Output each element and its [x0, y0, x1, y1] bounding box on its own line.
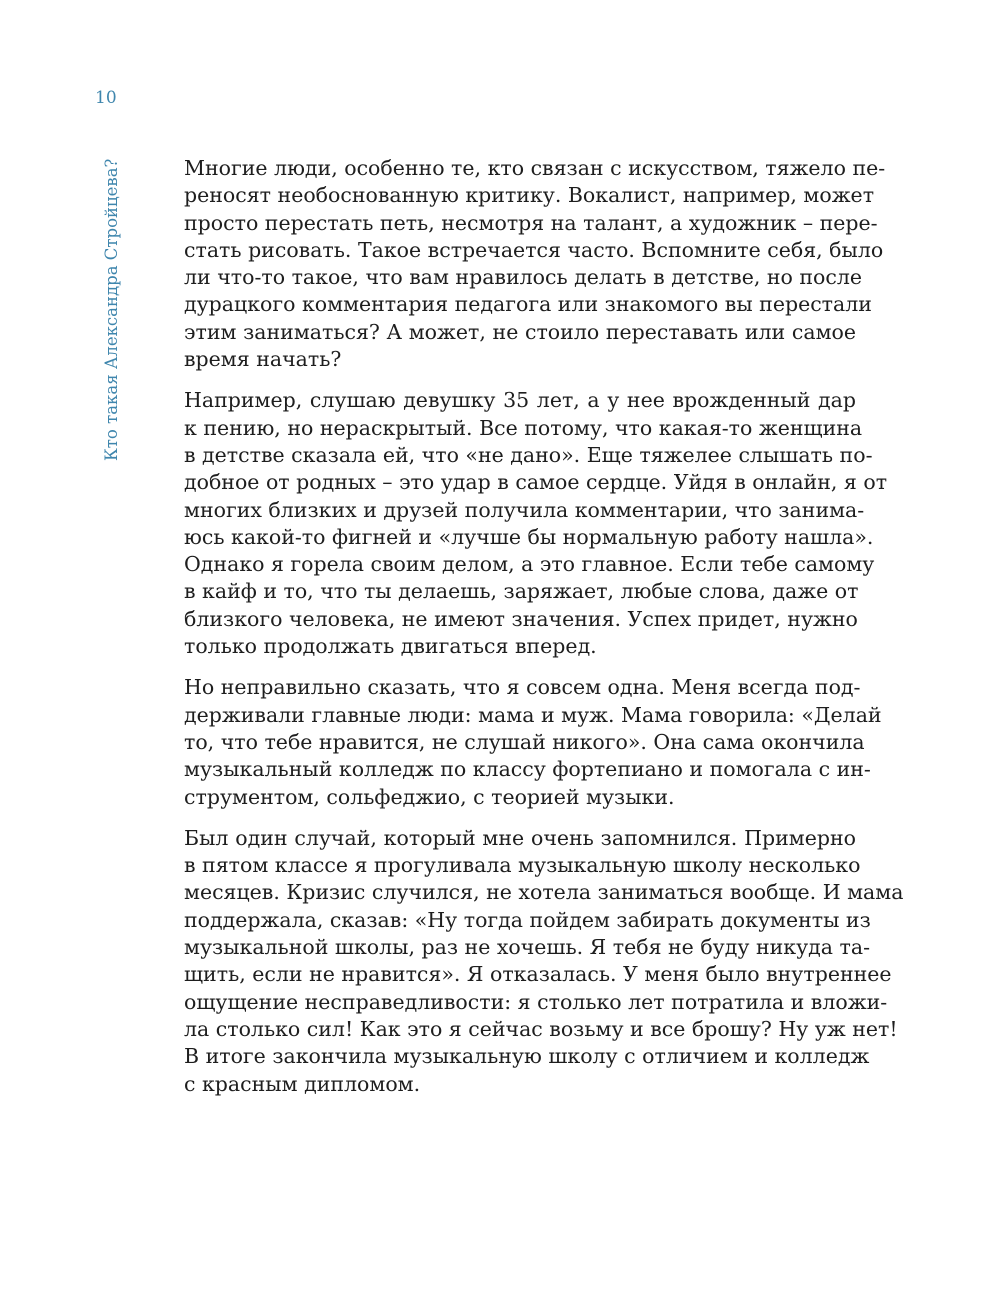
text-line: время начать?	[184, 347, 342, 372]
text-line: дурацкого комментария педагога или знакомого вы перестали	[184, 292, 872, 317]
text-line: просто перестать петь, несмотря на талант, а художник – пере-	[184, 210, 878, 235]
text-line: щить, если не нравится». Я отказалась. У меня было внутреннее	[184, 962, 892, 987]
body-text	[184, 155, 904, 1112]
text-line: музыкальной школы, раз не хочешь. Я тебя не буду никуда та-	[184, 935, 870, 960]
text-line: ощущение несправедливости: я столько лет потратила и вложи-	[184, 989, 888, 1014]
text-line: месяцев. Кризис случился, не хотела заниматься вообще. И мама	[184, 880, 904, 905]
text-line: В итоге закончила музыкальную школу с отличием и колледж	[184, 1044, 870, 1069]
text-line: с красным дипломом.	[184, 1071, 421, 1096]
paragraph-1	[184, 155, 886, 373]
text-line: в пятом классе я прогуливала музыкальную школу несколько	[184, 853, 861, 878]
text-line: многих близких и друзей получила комментарии, что занима-	[184, 497, 865, 522]
text-line: ла столько сил! Как это я сейчас возьму и все брошу? Ну уж нет!	[184, 1016, 898, 1041]
text-line: Но неправильно сказать, что я совсем одна. Меня всегда под-	[184, 675, 861, 700]
text-line: реносят необоснованную критику. Вокалист, например, может	[184, 183, 875, 208]
text-line: то, что тебе нравится, не слушай никого». Она сама окончила	[184, 729, 865, 754]
text-line: стать рисовать. Такое встречается часто. Вспомните себя, было	[184, 237, 884, 262]
paragraph-4	[184, 825, 904, 1098]
text-line: к пению, но нераскрытый. Все потому, что какая-то женщина	[184, 415, 863, 440]
text-line: только продолжать двигаться вперед.	[184, 634, 597, 659]
paragraph-3	[184, 674, 882, 810]
text-line: струментом, сольфеджио, с теорией музыки.	[184, 784, 675, 809]
text-line: Многие люди, особенно те, кто связан с искусством, тяжело пе-	[184, 156, 886, 180]
text-line: Однако я горела своим делом, а это главное. Если тебе самому	[184, 552, 875, 577]
text-line: держивали главные люди: мама и муж. Мама говорила: «Делай	[184, 702, 882, 727]
text-line: музыкальный колледж по классу фортепиано и помогала с ин-	[184, 757, 871, 782]
text-line: ли что-то такое, что вам нравилось делать в детстве, но после	[184, 265, 863, 290]
text-line: этим заниматься? А может, не стоило переставать или самое	[184, 319, 856, 344]
text-line: юсь какой-то фигней и «лучше бы нормальную работу нашла».	[184, 524, 874, 549]
text-line: в детстве сказала ей, что «не дано». Еще тяжелее слышать по-	[184, 442, 873, 467]
text-line: добное от родных – это удар в самое сердце. Уйдя в онлайн, я от	[184, 470, 888, 495]
paragraph-2	[184, 387, 888, 660]
text-line: Был один случай, который мне очень запомнился. Примерно	[184, 825, 856, 850]
text-line: близкого человека, не имеют значения. Успех придет, нужно	[184, 606, 858, 631]
page-number: 10	[95, 88, 117, 108]
running-head: Кто такая Александра Стройцева?	[102, 158, 121, 461]
text-line: поддержала, сказав: «Ну тогда пойдем забирать документы из	[184, 907, 871, 932]
text-line: в кайф и то, что ты делаешь, заряжает, любые слова, даже от	[184, 579, 859, 604]
text-line: Например, слушаю девушку 35 лет, а у нее врожденный дар	[184, 388, 856, 413]
